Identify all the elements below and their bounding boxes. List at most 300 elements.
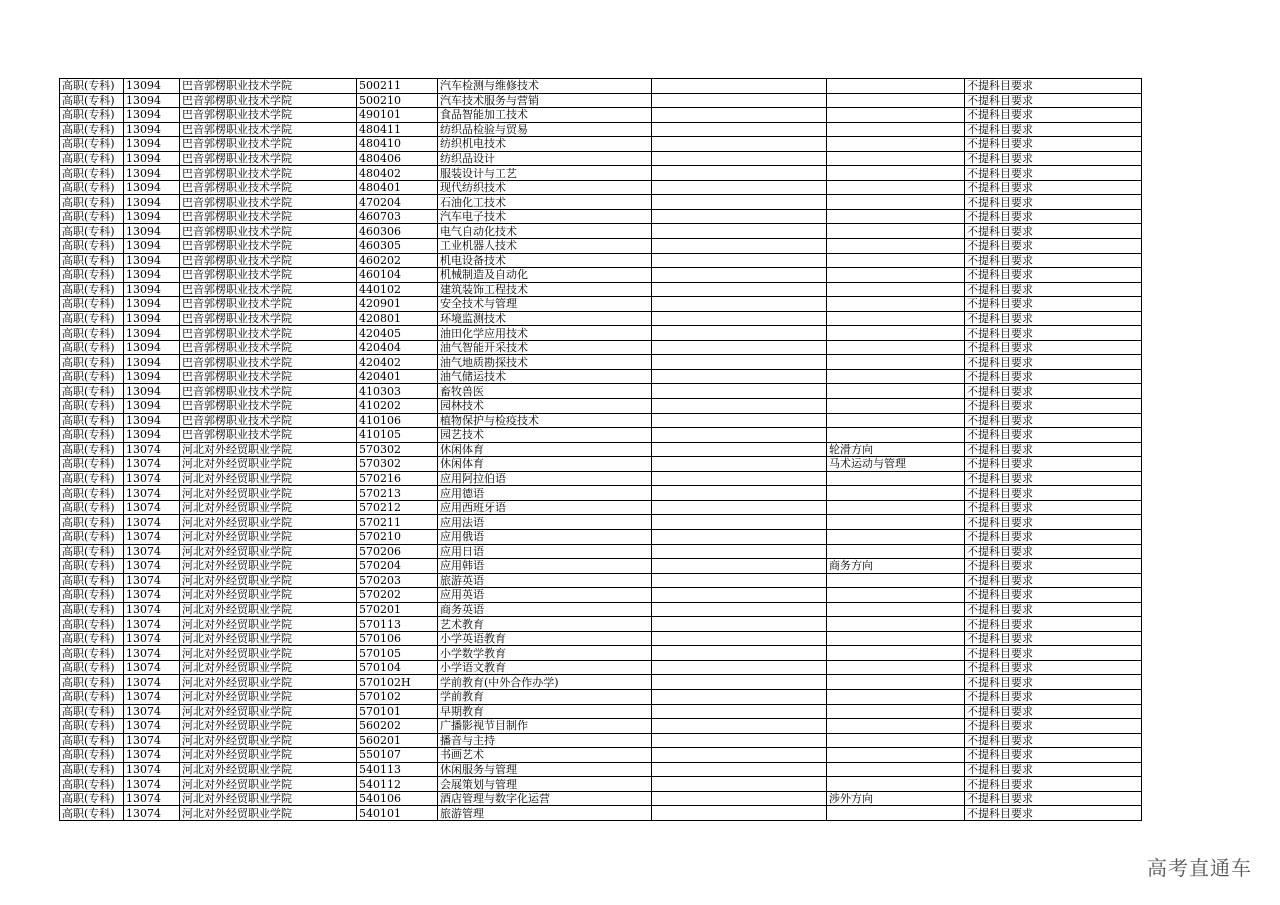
cell-school-name: 巴音郭楞职业技术学院 xyxy=(180,122,357,137)
cell-major-name: 工业机器人技术 xyxy=(438,239,652,254)
table-row xyxy=(60,544,1142,559)
cell-school-name: 巴音郭楞职业技术学院 xyxy=(180,239,357,254)
cell-major-code: 550107 xyxy=(357,748,438,763)
cell-major-code: 560201 xyxy=(357,733,438,748)
cell-major-name: 应用俄语 xyxy=(438,529,652,544)
cell-major-code: 420901 xyxy=(357,297,438,312)
cell-level: 高职(专科) xyxy=(60,529,124,544)
cell-level: 高职(专科) xyxy=(60,384,124,399)
cell-level: 高职(专科) xyxy=(60,573,124,588)
cell-school-code: 13074 xyxy=(124,602,180,617)
cell-major-code: 570206 xyxy=(357,544,438,559)
cell-subject-requirement: 不提科目要求 xyxy=(965,689,1142,704)
cell-school-name: 巴音郭楞职业技术学院 xyxy=(180,151,357,166)
cell-level: 高职(专科) xyxy=(60,733,124,748)
cell-note xyxy=(652,399,827,414)
cell-major-code: 570302 xyxy=(357,457,438,472)
cell-subject-requirement: 不提科目要求 xyxy=(965,340,1142,355)
cell-major-code: 410105 xyxy=(357,428,438,443)
cell-note xyxy=(652,93,827,108)
cell-major-name: 油田化学应用技术 xyxy=(438,326,652,341)
cell-school-name: 巴音郭楞职业技术学院 xyxy=(180,108,357,123)
cell-level: 高职(专科) xyxy=(60,777,124,792)
cell-direction xyxy=(827,137,965,152)
table-row xyxy=(60,399,1142,414)
cell-school-code: 13094 xyxy=(124,399,180,414)
cell-subject-requirement: 不提科目要求 xyxy=(965,704,1142,719)
table-row xyxy=(60,413,1142,428)
cell-direction xyxy=(827,369,965,384)
cell-school-name: 巴音郭楞职业技术学院 xyxy=(180,180,357,195)
cell-major-code: 460104 xyxy=(357,268,438,283)
cell-subject-requirement: 不提科目要求 xyxy=(965,166,1142,181)
cell-school-name: 河北对外经贸职业学院 xyxy=(180,529,357,544)
cell-school-name: 河北对外经贸职业学院 xyxy=(180,806,357,821)
cell-note xyxy=(652,442,827,457)
table-row xyxy=(60,93,1142,108)
cell-note xyxy=(652,573,827,588)
cell-major-name: 应用法语 xyxy=(438,515,652,530)
cell-school-code: 13094 xyxy=(124,195,180,210)
cell-subject-requirement: 不提科目要求 xyxy=(965,660,1142,675)
cell-direction xyxy=(827,544,965,559)
cell-school-code: 13074 xyxy=(124,719,180,734)
cell-major-name: 商务英语 xyxy=(438,602,652,617)
cell-school-code: 13074 xyxy=(124,559,180,574)
cell-major-name: 建筑装饰工程技术 xyxy=(438,282,652,297)
cell-major-name: 畜牧兽医 xyxy=(438,384,652,399)
cell-subject-requirement: 不提科目要求 xyxy=(965,384,1142,399)
cell-level: 高职(专科) xyxy=(60,515,124,530)
cell-major-name: 广播影视节目制作 xyxy=(438,719,652,734)
table-row xyxy=(60,457,1142,472)
cell-direction xyxy=(827,631,965,646)
cell-note xyxy=(652,631,827,646)
cell-level: 高职(专科) xyxy=(60,428,124,443)
cell-note xyxy=(652,588,827,603)
table-row xyxy=(60,529,1142,544)
cell-direction xyxy=(827,108,965,123)
cell-direction xyxy=(827,646,965,661)
cell-note xyxy=(652,195,827,210)
cell-major-name: 现代纺织技术 xyxy=(438,180,652,195)
cell-direction: 轮滑方向 xyxy=(827,442,965,457)
cell-major-code: 480402 xyxy=(357,166,438,181)
table-row xyxy=(60,486,1142,501)
cell-subject-requirement: 不提科目要求 xyxy=(965,253,1142,268)
cell-note xyxy=(652,224,827,239)
cell-direction xyxy=(827,428,965,443)
cell-subject-requirement: 不提科目要求 xyxy=(965,137,1142,152)
cell-subject-requirement: 不提科目要求 xyxy=(965,108,1142,123)
cell-note xyxy=(652,151,827,166)
cell-school-name: 巴音郭楞职业技术学院 xyxy=(180,326,357,341)
cell-major-code: 460306 xyxy=(357,224,438,239)
cell-direction xyxy=(827,777,965,792)
cell-major-code: 540106 xyxy=(357,791,438,806)
cell-subject-requirement: 不提科目要求 xyxy=(965,209,1142,224)
cell-school-name: 巴音郭楞职业技术学院 xyxy=(180,340,357,355)
cell-direction xyxy=(827,79,965,94)
cell-school-name: 巴音郭楞职业技术学院 xyxy=(180,428,357,443)
cell-major-name: 小学语文教育 xyxy=(438,660,652,675)
cell-school-name: 巴音郭楞职业技术学院 xyxy=(180,369,357,384)
table-row xyxy=(60,180,1142,195)
cell-school-name: 河北对外经贸职业学院 xyxy=(180,791,357,806)
cell-subject-requirement: 不提科目要求 xyxy=(965,631,1142,646)
cell-direction xyxy=(827,268,965,283)
table-row xyxy=(60,675,1142,690)
cell-note xyxy=(652,369,827,384)
cell-direction xyxy=(827,617,965,632)
cell-school-name: 河北对外经贸职业学院 xyxy=(180,500,357,515)
cell-note xyxy=(652,355,827,370)
cell-school-code: 13074 xyxy=(124,588,180,603)
cell-direction xyxy=(827,239,965,254)
cell-subject-requirement: 不提科目要求 xyxy=(965,559,1142,574)
cell-school-name: 巴音郭楞职业技术学院 xyxy=(180,413,357,428)
table-row xyxy=(60,719,1142,734)
cell-school-code: 13074 xyxy=(124,631,180,646)
cell-level: 高职(专科) xyxy=(60,282,124,297)
cell-level: 高职(专科) xyxy=(60,689,124,704)
cell-major-name: 机电设备技术 xyxy=(438,253,652,268)
cell-school-name: 河北对外经贸职业学院 xyxy=(180,486,357,501)
table-row xyxy=(60,209,1142,224)
cell-direction xyxy=(827,253,965,268)
cell-major-code: 570302 xyxy=(357,442,438,457)
cell-direction xyxy=(827,384,965,399)
cell-level: 高职(专科) xyxy=(60,122,124,137)
cell-direction xyxy=(827,675,965,690)
cell-note xyxy=(652,122,827,137)
cell-subject-requirement: 不提科目要求 xyxy=(965,806,1142,821)
cell-major-name: 汽车技术服务与营销 xyxy=(438,93,652,108)
enrollment-table xyxy=(59,78,1142,821)
cell-major-code: 410303 xyxy=(357,384,438,399)
cell-level: 高职(专科) xyxy=(60,631,124,646)
cell-note xyxy=(652,457,827,472)
cell-school-code: 13094 xyxy=(124,224,180,239)
cell-note xyxy=(652,704,827,719)
cell-level: 高职(专科) xyxy=(60,719,124,734)
cell-note xyxy=(652,326,827,341)
cell-school-code: 13094 xyxy=(124,253,180,268)
cell-school-name: 河北对外经贸职业学院 xyxy=(180,442,357,457)
cell-school-name: 巴音郭楞职业技术学院 xyxy=(180,384,357,399)
cell-note xyxy=(652,268,827,283)
cell-major-name: 应用德语 xyxy=(438,486,652,501)
cell-school-name: 巴音郭楞职业技术学院 xyxy=(180,209,357,224)
cell-major-code: 570202 xyxy=(357,588,438,603)
cell-major-name: 小学英语教育 xyxy=(438,631,652,646)
cell-note xyxy=(652,719,827,734)
table-row xyxy=(60,122,1142,137)
cell-note xyxy=(652,239,827,254)
cell-major-name: 安全技术与管理 xyxy=(438,297,652,312)
cell-subject-requirement: 不提科目要求 xyxy=(965,442,1142,457)
cell-major-name: 汽车电子技术 xyxy=(438,209,652,224)
table-row xyxy=(60,704,1142,719)
table-row xyxy=(60,384,1142,399)
cell-subject-requirement: 不提科目要求 xyxy=(965,646,1142,661)
cell-note xyxy=(652,791,827,806)
cell-major-name: 休闲体育 xyxy=(438,457,652,472)
cell-level: 高职(专科) xyxy=(60,79,124,94)
cell-direction xyxy=(827,224,965,239)
cell-school-name: 河北对外经贸职业学院 xyxy=(180,617,357,632)
cell-level: 高职(专科) xyxy=(60,413,124,428)
cell-school-code: 13094 xyxy=(124,180,180,195)
cell-school-name: 巴音郭楞职业技术学院 xyxy=(180,268,357,283)
cell-school-code: 13074 xyxy=(124,471,180,486)
cell-major-name: 机械制造及自动化 xyxy=(438,268,652,283)
cell-school-name: 河北对外经贸职业学院 xyxy=(180,544,357,559)
cell-major-code: 570201 xyxy=(357,602,438,617)
table-row xyxy=(60,282,1142,297)
cell-level: 高职(专科) xyxy=(60,195,124,210)
cell-school-code: 13074 xyxy=(124,675,180,690)
cell-subject-requirement: 不提科目要求 xyxy=(965,151,1142,166)
cell-major-code: 570101 xyxy=(357,704,438,719)
cell-school-code: 13094 xyxy=(124,122,180,137)
cell-level: 高职(专科) xyxy=(60,268,124,283)
table-row xyxy=(60,588,1142,603)
cell-direction xyxy=(827,573,965,588)
cell-major-code: 570102 xyxy=(357,689,438,704)
cell-note xyxy=(652,733,827,748)
table-row xyxy=(60,791,1142,806)
cell-major-code: 570204 xyxy=(357,559,438,574)
cell-major-code: 570213 xyxy=(357,486,438,501)
cell-subject-requirement: 不提科目要求 xyxy=(965,573,1142,588)
cell-note xyxy=(652,486,827,501)
table-row xyxy=(60,806,1142,821)
cell-note xyxy=(652,617,827,632)
cell-school-name: 巴音郭楞职业技术学院 xyxy=(180,355,357,370)
cell-school-name: 河北对外经贸职业学院 xyxy=(180,748,357,763)
cell-subject-requirement: 不提科目要求 xyxy=(965,180,1142,195)
cell-direction xyxy=(827,471,965,486)
cell-note xyxy=(652,675,827,690)
cell-note xyxy=(652,471,827,486)
cell-note xyxy=(652,340,827,355)
cell-school-name: 巴音郭楞职业技术学院 xyxy=(180,297,357,312)
cell-school-code: 13094 xyxy=(124,137,180,152)
cell-level: 高职(专科) xyxy=(60,500,124,515)
cell-school-name: 巴音郭楞职业技术学院 xyxy=(180,137,357,152)
cell-school-name: 巴音郭楞职业技术学院 xyxy=(180,282,357,297)
cell-major-code: 570113 xyxy=(357,617,438,632)
cell-school-code: 13094 xyxy=(124,166,180,181)
cell-school-name: 河北对外经贸职业学院 xyxy=(180,573,357,588)
cell-major-name: 植物保护与检疫技术 xyxy=(438,413,652,428)
cell-note xyxy=(652,660,827,675)
cell-major-name: 服装设计与工艺 xyxy=(438,166,652,181)
cell-note xyxy=(652,137,827,152)
cell-level: 高职(专科) xyxy=(60,617,124,632)
cell-school-code: 13074 xyxy=(124,515,180,530)
cell-major-code: 570105 xyxy=(357,646,438,661)
cell-direction: 涉外方向 xyxy=(827,791,965,806)
cell-major-name: 早期教育 xyxy=(438,704,652,719)
cell-school-code: 13074 xyxy=(124,660,180,675)
cell-subject-requirement: 不提科目要求 xyxy=(965,486,1142,501)
cell-major-code: 560202 xyxy=(357,719,438,734)
table-row xyxy=(60,777,1142,792)
cell-note xyxy=(652,806,827,821)
table-row xyxy=(60,311,1142,326)
cell-subject-requirement: 不提科目要求 xyxy=(965,617,1142,632)
cell-level: 高职(专科) xyxy=(60,180,124,195)
watermark-text: 高考直通车 xyxy=(1147,856,1252,880)
cell-major-code: 570104 xyxy=(357,660,438,675)
cell-note xyxy=(652,515,827,530)
cell-major-name: 小学数学教育 xyxy=(438,646,652,661)
cell-school-code: 13094 xyxy=(124,282,180,297)
cell-subject-requirement: 不提科目要求 xyxy=(965,544,1142,559)
cell-note xyxy=(652,500,827,515)
cell-major-name: 环境监测技术 xyxy=(438,311,652,326)
cell-school-code: 13094 xyxy=(124,311,180,326)
cell-direction xyxy=(827,195,965,210)
cell-major-code: 410202 xyxy=(357,399,438,414)
cell-level: 高职(专科) xyxy=(60,355,124,370)
cell-level: 高职(专科) xyxy=(60,442,124,457)
cell-school-code: 13074 xyxy=(124,689,180,704)
table-row xyxy=(60,369,1142,384)
cell-subject-requirement: 不提科目要求 xyxy=(965,515,1142,530)
cell-direction xyxy=(827,413,965,428)
cell-major-code: 420405 xyxy=(357,326,438,341)
cell-school-name: 巴音郭楞职业技术学院 xyxy=(180,166,357,181)
cell-major-code: 540113 xyxy=(357,762,438,777)
cell-level: 高职(专科) xyxy=(60,559,124,574)
cell-subject-requirement: 不提科目要求 xyxy=(965,399,1142,414)
cell-direction xyxy=(827,529,965,544)
cell-subject-requirement: 不提科目要求 xyxy=(965,762,1142,777)
cell-subject-requirement: 不提科目要求 xyxy=(965,268,1142,283)
cell-direction xyxy=(827,588,965,603)
cell-school-code: 13074 xyxy=(124,777,180,792)
cell-level: 高职(专科) xyxy=(60,151,124,166)
cell-major-name: 油气储运技术 xyxy=(438,369,652,384)
cell-direction xyxy=(827,122,965,137)
table-row xyxy=(60,631,1142,646)
cell-major-code: 470204 xyxy=(357,195,438,210)
cell-direction xyxy=(827,151,965,166)
cell-direction xyxy=(827,326,965,341)
cell-major-name: 园艺技术 xyxy=(438,428,652,443)
table-row xyxy=(60,471,1142,486)
cell-school-name: 河北对外经贸职业学院 xyxy=(180,471,357,486)
cell-major-code: 480411 xyxy=(357,122,438,137)
cell-direction xyxy=(827,500,965,515)
cell-direction xyxy=(827,704,965,719)
table-row xyxy=(60,253,1142,268)
cell-school-name: 河北对外经贸职业学院 xyxy=(180,646,357,661)
cell-school-code: 13094 xyxy=(124,384,180,399)
cell-major-name: 应用日语 xyxy=(438,544,652,559)
cell-major-name: 纺织品检验与贸易 xyxy=(438,122,652,137)
table-row xyxy=(60,297,1142,312)
cell-school-name: 河北对外经贸职业学院 xyxy=(180,588,357,603)
cell-level: 高职(专科) xyxy=(60,369,124,384)
cell-level: 高职(专科) xyxy=(60,253,124,268)
cell-school-name: 巴音郭楞职业技术学院 xyxy=(180,195,357,210)
cell-subject-requirement: 不提科目要求 xyxy=(965,79,1142,94)
cell-direction: 商务方向 xyxy=(827,559,965,574)
cell-level: 高职(专科) xyxy=(60,209,124,224)
cell-level: 高职(专科) xyxy=(60,486,124,501)
cell-major-code: 460703 xyxy=(357,209,438,224)
table-row xyxy=(60,224,1142,239)
cell-subject-requirement: 不提科目要求 xyxy=(965,297,1142,312)
cell-level: 高职(专科) xyxy=(60,311,124,326)
cell-major-name: 电气自动化技术 xyxy=(438,224,652,239)
cell-major-code: 570212 xyxy=(357,500,438,515)
cell-major-name: 播音与主持 xyxy=(438,733,652,748)
cell-level: 高职(专科) xyxy=(60,224,124,239)
cell-major-code: 440102 xyxy=(357,282,438,297)
cell-subject-requirement: 不提科目要求 xyxy=(965,602,1142,617)
cell-school-code: 13094 xyxy=(124,79,180,94)
table-row xyxy=(60,515,1142,530)
cell-direction xyxy=(827,209,965,224)
cell-subject-requirement: 不提科目要求 xyxy=(965,282,1142,297)
cell-school-name: 河北对外经贸职业学院 xyxy=(180,719,357,734)
cell-school-code: 13074 xyxy=(124,791,180,806)
cell-note xyxy=(652,209,827,224)
cell-direction xyxy=(827,297,965,312)
cell-major-name: 休闲服务与管理 xyxy=(438,762,652,777)
table-body xyxy=(60,79,1142,821)
cell-note xyxy=(652,180,827,195)
cell-major-code: 490101 xyxy=(357,108,438,123)
cell-major-code: 570106 xyxy=(357,631,438,646)
cell-major-code: 420402 xyxy=(357,355,438,370)
cell-level: 高职(专科) xyxy=(60,806,124,821)
cell-direction xyxy=(827,515,965,530)
cell-direction xyxy=(827,340,965,355)
table-row xyxy=(60,137,1142,152)
cell-note xyxy=(652,689,827,704)
cell-major-name: 会展策划与管理 xyxy=(438,777,652,792)
cell-school-name: 巴音郭楞职业技术学院 xyxy=(180,253,357,268)
table-row xyxy=(60,617,1142,632)
cell-major-name: 应用韩语 xyxy=(438,559,652,574)
cell-school-code: 13074 xyxy=(124,646,180,661)
cell-direction xyxy=(827,399,965,414)
cell-major-code: 570210 xyxy=(357,529,438,544)
cell-note xyxy=(652,544,827,559)
table-row xyxy=(60,195,1142,210)
cell-note xyxy=(652,777,827,792)
cell-major-name: 酒店管理与数字化运营 xyxy=(438,791,652,806)
cell-note xyxy=(652,602,827,617)
cell-major-name: 休闲体育 xyxy=(438,442,652,457)
table-row xyxy=(60,239,1142,254)
cell-school-name: 河北对外经贸职业学院 xyxy=(180,660,357,675)
cell-school-name: 河北对外经贸职业学院 xyxy=(180,457,357,472)
cell-school-code: 13094 xyxy=(124,413,180,428)
cell-level: 高职(专科) xyxy=(60,544,124,559)
cell-school-name: 巴音郭楞职业技术学院 xyxy=(180,311,357,326)
cell-school-code: 13074 xyxy=(124,529,180,544)
table-row xyxy=(60,326,1142,341)
cell-level: 高职(专科) xyxy=(60,297,124,312)
cell-note xyxy=(652,282,827,297)
